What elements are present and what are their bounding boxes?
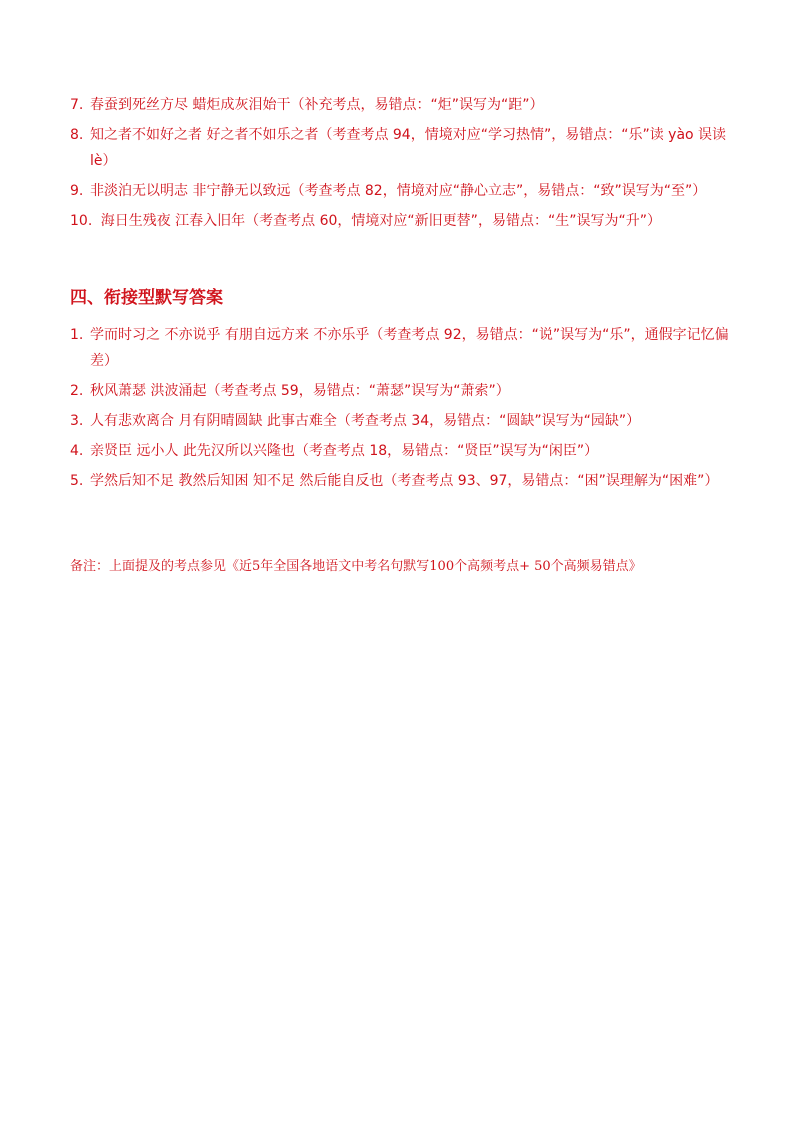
section-heading: 四、衔接型默写答案 xyxy=(70,288,223,308)
item-text: 非淡泊无以明志 非宁静无以致远（考查考点 82，情境对应“静心立志”，易错点：“致”误写为“至”） xyxy=(90,183,707,199)
item-number: 10. xyxy=(70,213,93,229)
list-item xyxy=(70,378,730,404)
list-item xyxy=(70,92,730,118)
list-item xyxy=(70,438,730,464)
item-text: 学然后知不足 教然后知困 知不足 然后能自反也（考查考点 93、97，易错点：“困”误理解为“困难”） xyxy=(90,473,719,489)
item-text: 人有悲欢离合 月有阴晴圆缺 此事古难全（考查考点 34，易错点：“圆缺”误写为“园缺”） xyxy=(90,413,641,429)
list-item xyxy=(70,468,730,494)
item-text: 秋风萧瑟 洪波涌起（考查考点 59，易错点：“萧瑟”误写为“萧索”） xyxy=(90,383,510,399)
item-number: 5. xyxy=(70,473,84,489)
item-number: 1. xyxy=(70,327,84,343)
item-text: 亲贤臣 远小人 此先汉所以兴隆也（考查考点 18，易错点：“贤臣”误写为“闲臣”） xyxy=(90,443,599,459)
answer-list-section-three xyxy=(70,92,730,238)
item-number: 3. xyxy=(70,413,84,429)
footnote: 备注：上面提及的考点参见《近5年全国各地语文中考名句默写100个高频考点+ 50个高频易错点》 xyxy=(70,559,642,574)
item-text: 学而时习之 不亦说乎 有朋自远方来 不亦乐乎（考查考点 92，易错点：“说”误写为“乐”，通假字记忆偏差） xyxy=(90,327,729,369)
item-number: 7. xyxy=(70,97,84,113)
list-item xyxy=(70,322,730,374)
list-item xyxy=(70,408,730,434)
item-number: 8. xyxy=(70,127,84,143)
item-text: 知之者不如好之者 好之者不如乐之者（考查考点 94，情境对应“学习热情”，易错点：“乐”读 yào 误读 lè） xyxy=(90,127,727,169)
list-item xyxy=(70,178,730,204)
item-number: 9. xyxy=(70,183,84,199)
answer-list-section-four xyxy=(70,322,730,498)
list-item xyxy=(70,208,730,234)
item-text: 春蚕到死丝方尽 蜡炬成灰泪始干（补充考点，易错点：“炬”误写为“距”） xyxy=(90,97,544,113)
list-item xyxy=(70,122,730,174)
item-number: 4. xyxy=(70,443,84,459)
item-number: 2. xyxy=(70,383,84,399)
item-text: 海日生残夜 江春入旧年（考查考点 60，情境对应“新旧更替”，易错点：“生”误写为“升”） xyxy=(100,213,661,229)
